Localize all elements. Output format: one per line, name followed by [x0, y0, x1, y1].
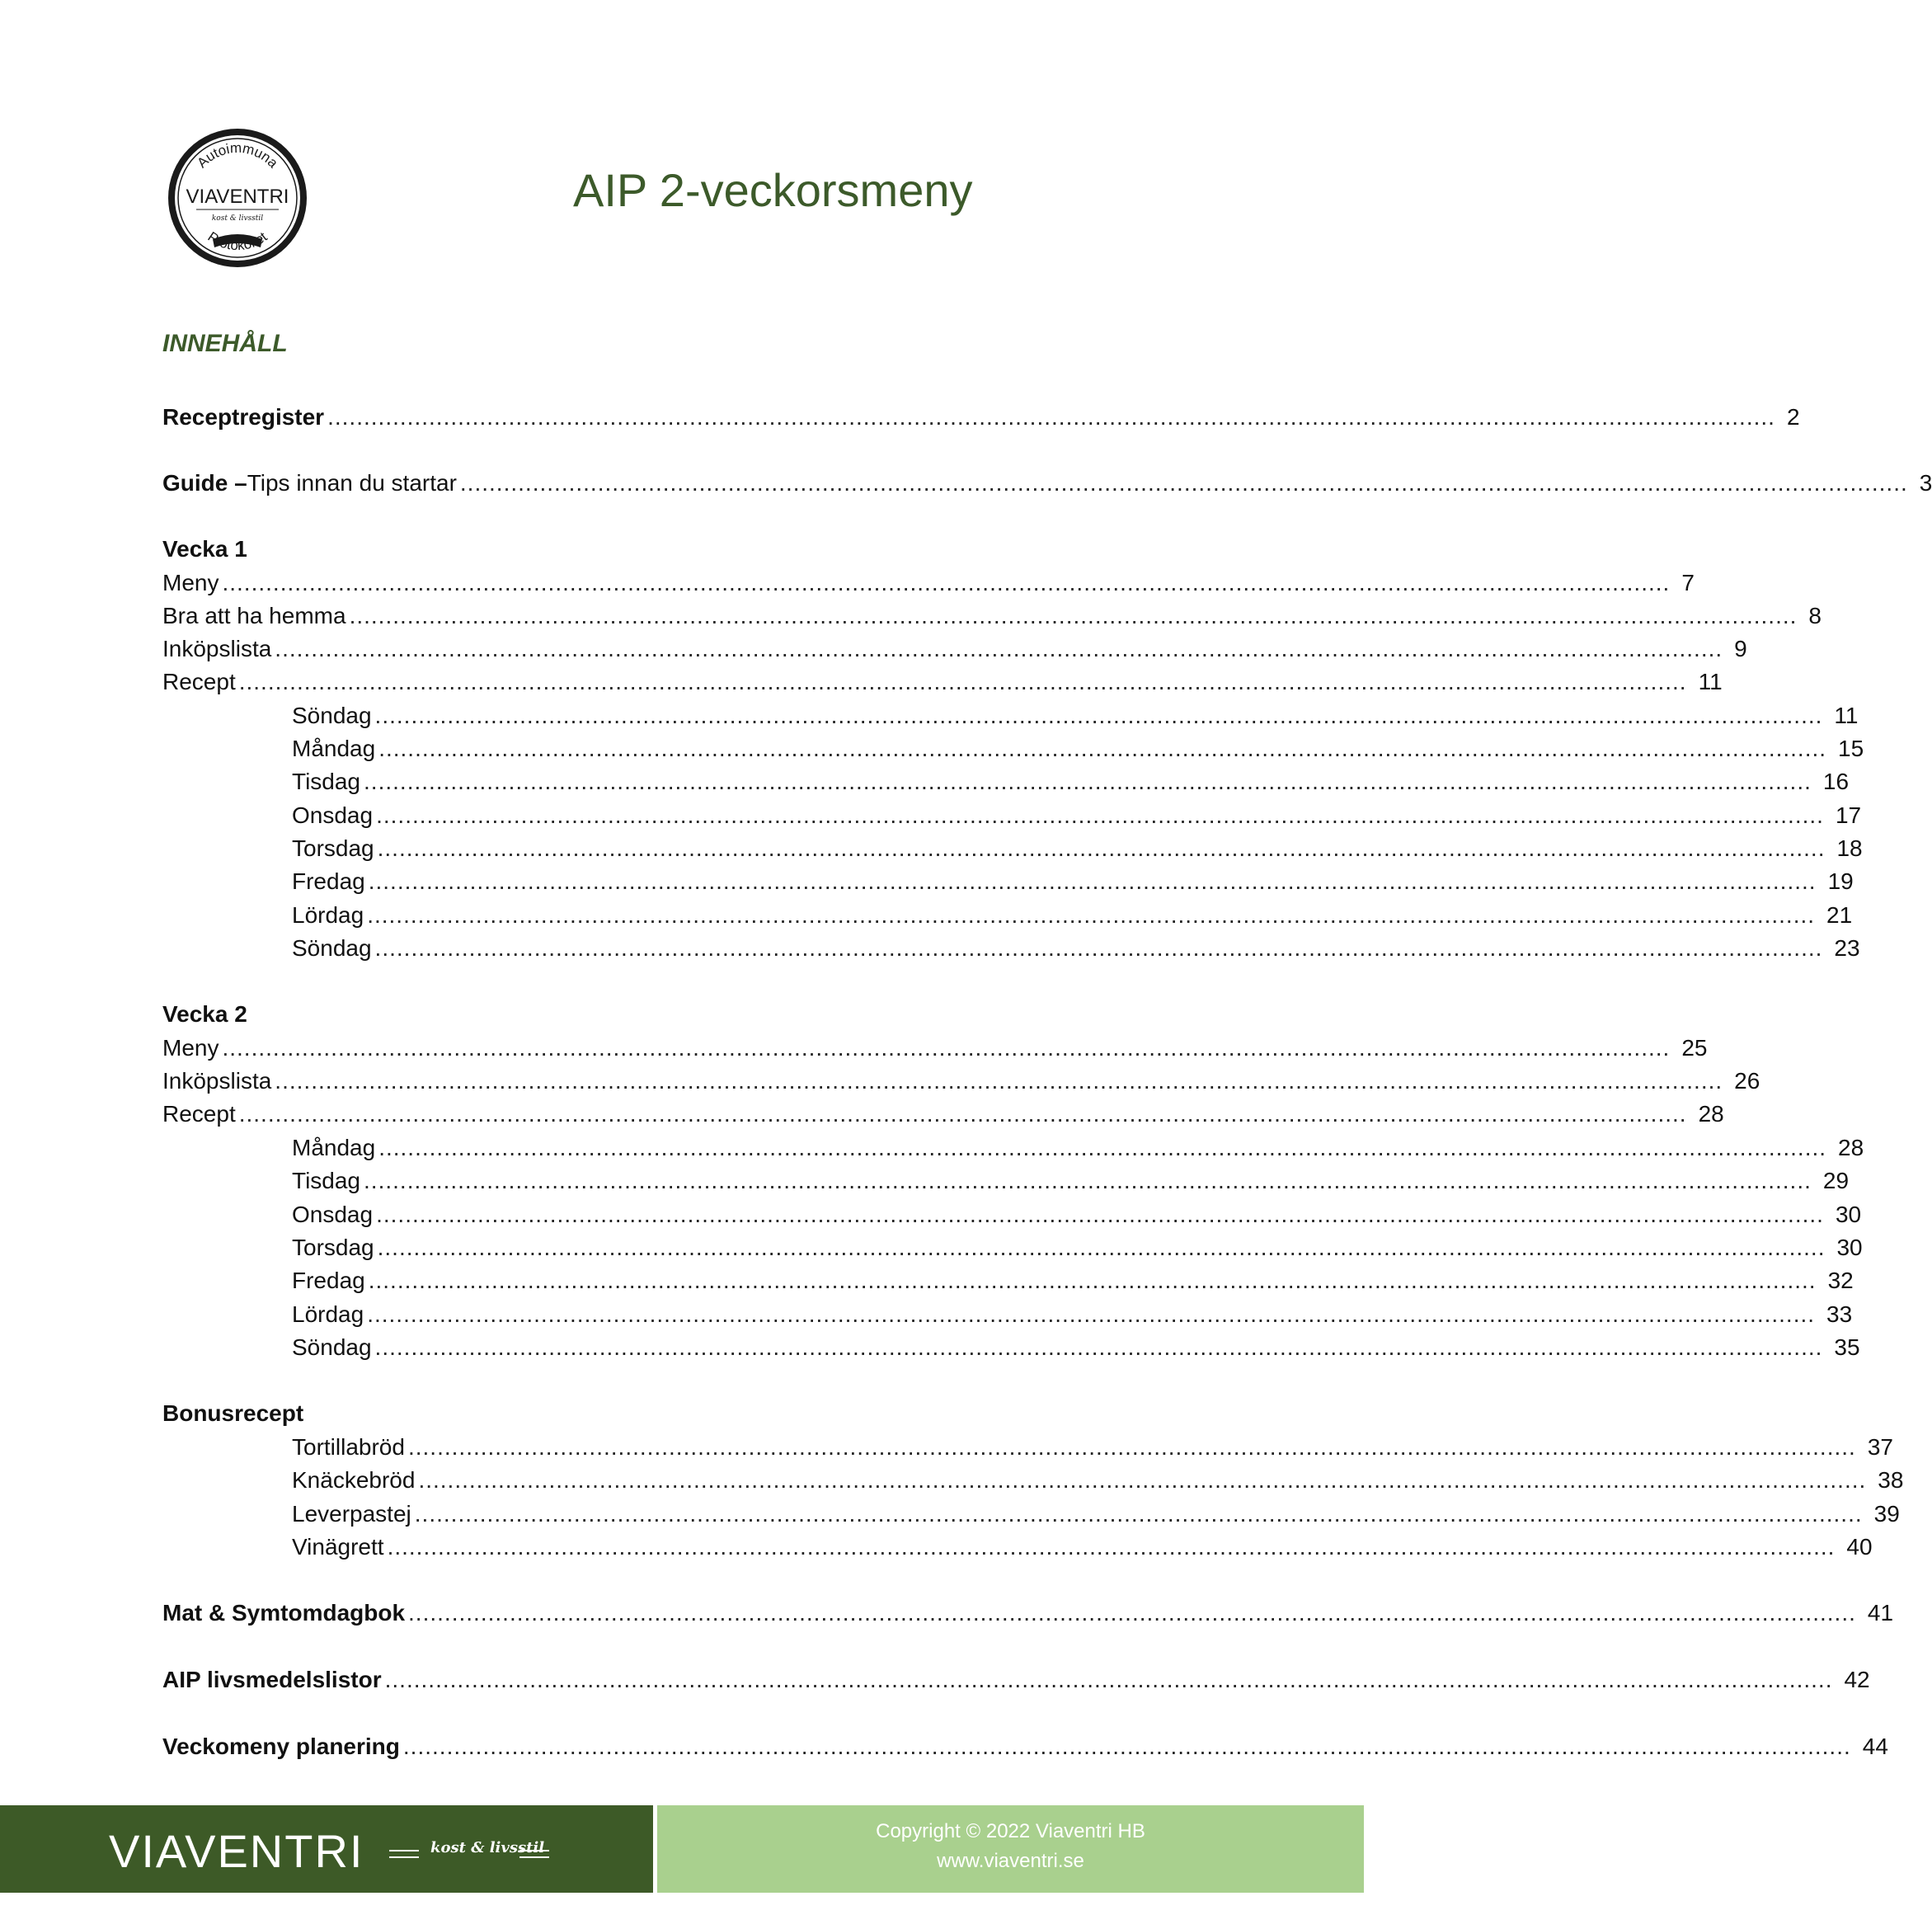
copyright-text: Copyright © 2022 Viaventri HB: [876, 1820, 1145, 1842]
toc-entry-page: 7: [1681, 570, 1695, 595]
toc-entry-day[interactable]: [292, 701, 1859, 731]
toc-entry-page: 39: [1873, 1501, 1900, 1527]
toc-entry-label: Tortillabröd: [292, 1434, 405, 1460]
toc-entry-bonus[interactable]: [292, 1499, 1900, 1529]
toc-leader-dots: ........................................................................................................................................................................................................: [378, 736, 1827, 761]
toc-leader-dots: ........................................................................................................................................................................................................: [275, 636, 1723, 661]
toc-entry-subtitle: Tips innan du startar: [247, 470, 457, 496]
logo-bottom-text: Protokollet: [204, 228, 270, 254]
tagline-right-rule: [519, 1850, 549, 1858]
toc-entry[interactable]: [162, 667, 1723, 697]
toc-entry-label: Receptregister: [162, 404, 325, 430]
toc-entry-page: 2: [1786, 404, 1800, 430]
toc-entry-day[interactable]: [292, 1133, 1864, 1163]
section-vecka-2: Vecka 2: [162, 1001, 247, 1027]
toc-entry-label: Tisdag: [292, 769, 361, 794]
section-vecka-1: Vecka 1: [162, 536, 247, 562]
toc-entry-page: 30: [1836, 1235, 1863, 1260]
toc-leader-dots: ........................................................................................................................................................................................................: [376, 1202, 1824, 1227]
toc-entry-page: 42: [1844, 1667, 1870, 1692]
toc-leader-dots: ........................................................................................................................................................................................................: [414, 1501, 1863, 1527]
toc-entry-day[interactable]: [292, 901, 1853, 930]
toc-entry-label: Lördag: [292, 1301, 364, 1327]
toc-entry-label: Vinägrett: [292, 1534, 384, 1560]
toc-entry-label: AIP livsmedelslistor: [162, 1667, 382, 1692]
toc-entry-label: Meny: [162, 1035, 219, 1061]
toc-entry-label: Lördag: [292, 902, 364, 928]
toc-leader-dots: ........................................................................................................................................................................................................: [374, 703, 1823, 728]
toc-entry-day[interactable]: [292, 1166, 1850, 1196]
toc-entry-page: 16: [1822, 769, 1850, 794]
toc-leader-dots: ........................................................................................................................................................................................................: [459, 470, 1908, 496]
toc-leader-dots: ........................................................................................................................................................................................................: [374, 935, 1823, 961]
toc-entry-label: Inköpslista: [162, 1068, 272, 1094]
toc-leader-dots: ........................................................................................................................................................................................................: [377, 835, 1826, 861]
toc-entry-mat-symtomdagbok[interactable]: [162, 1598, 1894, 1628]
tagline-left-rule: [389, 1850, 419, 1858]
toc-leader-dots: ........................................................................................................................................................................................................: [368, 1268, 1817, 1293]
toc-entry-bonus[interactable]: [292, 1466, 1904, 1495]
toc-leader-dots: ........................................................................................................................................................................................................: [368, 868, 1817, 894]
toc-entry-page: 9: [1734, 636, 1747, 661]
toc-leader-dots: ........................................................................................................................................................................................................: [364, 1168, 1812, 1193]
toc-leader-dots: ........................................................................................................................................................................................................: [238, 669, 1687, 694]
toc-entry[interactable]: [162, 568, 1695, 598]
toc-entry-page: 41: [1867, 1600, 1894, 1626]
toc-leader-dots: ........................................................................................................................................................................................................: [376, 802, 1824, 828]
section-bonusrecept: Bonusrecept: [162, 1400, 304, 1426]
toc-entry-label: Fredag: [292, 868, 365, 894]
viaventri-logo: [163, 124, 312, 272]
toc-entry-page: 28: [1698, 1101, 1724, 1127]
toc-entry-day[interactable]: [292, 734, 1864, 764]
toc-entry-label: Måndag: [292, 736, 376, 761]
toc-entry-page: 11: [1834, 703, 1859, 728]
toc-leader-dots: ........................................................................................................................................................................................................: [327, 404, 1775, 430]
toc-entry[interactable]: [162, 601, 1822, 631]
toc-entry-page: 18: [1836, 835, 1863, 861]
toc-leader-dots: ........................................................................................................................................................................................................: [367, 1301, 1816, 1327]
toc-entry-page: 17: [1835, 802, 1862, 828]
footer-copyright: [657, 1817, 1364, 1876]
toc-entry-label: Mat & Symtomdagbok: [162, 1600, 406, 1626]
toc-entry-day[interactable]: [292, 801, 1862, 830]
toc-entry-page: 3: [1919, 470, 1932, 496]
toc-entry-label: Bra att ha hemma: [162, 603, 346, 628]
toc-leader-dots: ........................................................................................................................................................................................................: [378, 1135, 1827, 1160]
toc-leader-dots: ........................................................................................................................................................................................................: [377, 1235, 1826, 1260]
toc-entry-page: 30: [1835, 1202, 1862, 1227]
website-link[interactable]: www.viaventri.se: [937, 1850, 1084, 1872]
toc-leader-dots: ........................................................................................................................................................................................................: [384, 1667, 1833, 1692]
toc-entry-label: Tisdag: [292, 1168, 361, 1193]
toc-entry-label: Recept: [162, 1101, 236, 1127]
toc-leader-dots: ........................................................................................................................................................................................................: [367, 902, 1816, 928]
toc-entry-label: Onsdag: [292, 802, 374, 828]
footer-brand-name: VIAVENTRI: [109, 1825, 364, 1877]
toc-entry-page: 28: [1838, 1135, 1864, 1160]
toc-entry-page: 25: [1681, 1035, 1708, 1061]
toc-leader-dots: ........................................................................................................................................................................................................: [387, 1534, 1836, 1560]
toc-entry-page: 11: [1698, 669, 1723, 694]
toc-entry-label: Onsdag: [292, 1202, 374, 1227]
toc-entry[interactable]: [162, 1066, 1760, 1096]
toc-leader-dots: ........................................................................................................................................................................................................: [364, 769, 1812, 794]
toc-entry-bonus[interactable]: [292, 1433, 1893, 1462]
toc-entry-label: Fredag: [292, 1268, 365, 1293]
logo-small-text: kost & livsstil: [211, 214, 264, 223]
toc-entry-page: 32: [1827, 1268, 1854, 1293]
toc-leader-dots: ........................................................................................................................................................................................................: [408, 1600, 1856, 1626]
toc-entry-day[interactable]: [292, 1266, 1854, 1296]
toc-entry-page: 19: [1827, 868, 1854, 894]
toc-entry-day[interactable]: [292, 867, 1854, 896]
toc-leader-dots: ........................................................................................................................................................................................................: [402, 1734, 1851, 1759]
toc-entry-day[interactable]: [292, 1333, 1860, 1362]
toc-entry-label: Knäckebröd: [292, 1467, 416, 1493]
toc-entry-page: 35: [1834, 1334, 1860, 1360]
toc-entry-page: 8: [1808, 603, 1822, 628]
toc-leader-dots: ........................................................................................................................................................................................................: [418, 1467, 1867, 1493]
toc-entry-page: 21: [1826, 902, 1853, 928]
toc-entry[interactable]: [162, 1099, 1724, 1129]
toc-heading: INNEHÅLL: [162, 330, 288, 357]
toc-entry[interactable]: [162, 634, 1747, 664]
logo-center-text: VIAVENTRI: [186, 186, 289, 208]
toc-entry-bonus[interactable]: [292, 1532, 1873, 1562]
toc-entry-label: Guide –: [162, 470, 247, 496]
toc-entry-label: Recept: [162, 669, 236, 694]
toc-entry-label: Söndag: [292, 935, 372, 961]
toc-entry-page: 33: [1826, 1301, 1853, 1327]
toc-entry-label: Meny: [162, 570, 219, 595]
toc-entry-receptregister[interactable]: [162, 402, 1800, 432]
toc-entry[interactable]: [162, 1033, 1708, 1063]
toc-leader-dots: ........................................................................................................................................................................................................: [222, 570, 1671, 595]
toc-entry-label: Torsdag: [292, 835, 374, 861]
toc-leader-dots: ........................................................................................................................................................................................................: [275, 1068, 1723, 1094]
toc-entry-label: Leverpastej: [292, 1501, 411, 1527]
toc-entry-label: Inköpslista: [162, 636, 272, 661]
toc-entry-day[interactable]: [292, 834, 1863, 863]
toc-entry-page: 40: [1846, 1534, 1873, 1560]
toc-entry-day[interactable]: [292, 934, 1860, 963]
toc-entry-page: 29: [1822, 1168, 1850, 1193]
toc-entry-day[interactable]: [292, 767, 1850, 797]
toc-entry-page: 26: [1734, 1068, 1760, 1094]
toc-entry-label: Veckomeny planering: [162, 1734, 400, 1759]
toc-entry-label: Torsdag: [292, 1235, 374, 1260]
logo-top-text: Autoimmuna: [194, 139, 281, 172]
toc-entry-guide[interactable]: [162, 468, 1932, 498]
toc-entry-page: 38: [1878, 1467, 1904, 1493]
toc-entry-label: Söndag: [292, 1334, 372, 1360]
toc-leader-dots: ........................................................................................................................................................................................................: [349, 603, 1798, 628]
page-title: AIP 2-veckorsmeny: [573, 164, 973, 216]
toc-leader-dots: ........................................................................................................................................................................................................: [374, 1334, 1823, 1360]
toc-entry-day[interactable]: [292, 1300, 1853, 1329]
toc-entry-veckomeny-planering[interactable]: [162, 1732, 1888, 1762]
toc-entry-page: 23: [1834, 935, 1860, 961]
toc-entry-page: 37: [1867, 1434, 1893, 1460]
toc-entry-day[interactable]: [292, 1233, 1863, 1263]
toc-leader-dots: ........................................................................................................................................................................................................: [407, 1434, 1856, 1460]
toc-entry-label: Söndag: [292, 703, 372, 728]
toc-entry-aip-livsmedelslistor[interactable]: [162, 1665, 1870, 1695]
toc-leader-dots: ........................................................................................................................................................................................................: [238, 1101, 1687, 1127]
toc-entry-page: 44: [1862, 1734, 1888, 1759]
toc-entry-label: Måndag: [292, 1135, 376, 1160]
toc-leader-dots: ........................................................................................................................................................................................................: [222, 1035, 1671, 1061]
toc-entry-page: 15: [1838, 736, 1864, 761]
footer-tagline: kost & livsstil: [430, 1839, 545, 1856]
toc-entry-day[interactable]: [292, 1200, 1862, 1230]
